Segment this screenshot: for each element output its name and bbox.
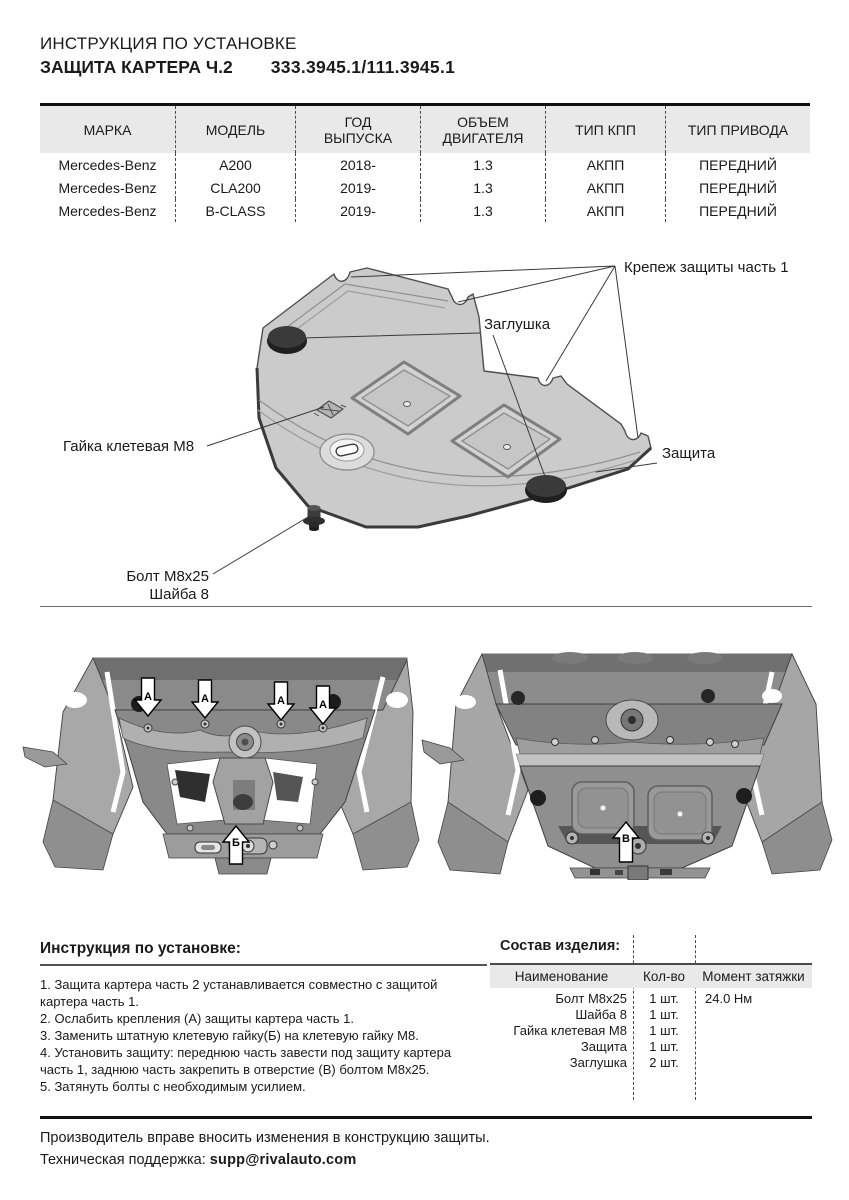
table-header-cell: ОБЪЕМ ДВИГАТЕЛЯ: [420, 106, 545, 153]
parts-header-cell: Кол-во: [643, 969, 685, 984]
title-block: [40, 34, 810, 78]
table-cell: Mercedes-Benz: [58, 202, 157, 219]
label-cage-nut: Гайка клетевая М8: [63, 438, 195, 455]
table-cell: 1.3: [420, 153, 545, 176]
part-name: Защита: [580, 1039, 627, 1054]
divider-line: [40, 606, 812, 607]
part-torque: 24.0 Нм: [705, 991, 753, 1006]
part-name: Болт М8х25: [555, 991, 627, 1006]
svg-text:Б: Б: [232, 837, 240, 849]
svg-text:А: А: [144, 691, 152, 703]
label-shield: Защита: [662, 445, 716, 462]
instruction-step: 3. Заменить штатную клетевую гайку(Б) на клетевую гайку М8.: [40, 1028, 419, 1043]
table-cell: АКПП: [545, 199, 665, 222]
table-cell: A200: [175, 153, 295, 176]
part-name: Шайба 8: [575, 1007, 627, 1022]
support-email: supp@rivalauto.com: [209, 1152, 357, 1168]
photo-underbody-installed: [420, 650, 845, 880]
instruction-step: 5. Затянуть болты с необходимым усилием.: [40, 1079, 306, 1094]
table-header-cell: МОДЕЛЬ: [175, 106, 295, 153]
installation-instructions: [40, 940, 487, 1095]
instruction-step: 4. Установить защиту: переднюю часть завести под защиту картера часть 1, заднюю часть закрепить в отверстие (В) болтом М8х25.: [40, 1045, 452, 1077]
part-qty: 1 шт.: [649, 1023, 679, 1038]
svg-text:А: А: [277, 695, 285, 707]
table-header-cell: МАРКА: [40, 106, 175, 153]
table-cell: 2019-: [295, 199, 420, 222]
doc-type-title: ИНСТРУКЦИЯ ПО УСТАНОВКЕ: [40, 34, 297, 53]
table-cell: 1.3: [420, 176, 545, 199]
table-cell: 2019-: [295, 176, 420, 199]
footer-disclaimer: Производитель вправе вносить изменения в конструкцию защиты.: [40, 1130, 490, 1146]
footer: [40, 1127, 490, 1171]
svg-text:А: А: [319, 699, 327, 711]
footer-rule: [40, 1116, 812, 1119]
part-numbers: 333.3945.1/111.3945.1: [270, 57, 456, 77]
parts-header-cell: Наименование: [514, 969, 609, 984]
label-washer: Шайба 8: [149, 586, 209, 603]
instructions-title: Инструкция по установке:: [40, 940, 487, 966]
instruction-step: 2. Ослабить крепления (А) защиты картера часть 1.: [40, 1011, 354, 1026]
table-cell: АКПП: [545, 176, 665, 199]
photo-underbody-mounts: [15, 652, 420, 877]
table-cell: ПЕРЕДНИЙ: [665, 176, 810, 199]
keyhole-slot: [320, 434, 374, 470]
part-qty: 1 шт.: [649, 1007, 679, 1022]
table-cell: Mercedes-Benz: [58, 179, 157, 196]
table-cell: B-CLASS: [175, 199, 295, 222]
svg-text:В: В: [622, 833, 630, 845]
callout-line-bolt: [213, 514, 313, 574]
column-divider: [695, 935, 696, 1100]
plug-top-left: [267, 326, 307, 354]
parts-header-row: [490, 965, 812, 988]
table-cell: АКПП: [545, 153, 665, 176]
part-qty: 2 шт.: [649, 1055, 679, 1070]
table-header-cell: ТИП КПП: [545, 106, 665, 153]
table-cell: CLA200: [175, 176, 295, 199]
label-fasteners: Крепеж защиты часть 1: [624, 259, 789, 276]
shield-diagram: [0, 250, 849, 610]
label-plug: Заглушка: [484, 316, 551, 333]
parts-list-title: Состав изделия:: [500, 938, 621, 954]
table-cell: ПЕРЕДНИЙ: [665, 153, 810, 176]
svg-text:А: А: [201, 693, 209, 705]
part-qty: 1 шт.: [649, 991, 679, 1006]
table-cell: ПЕРЕДНИЙ: [665, 199, 810, 222]
table-header-cell: ГОД ВЫПУСКА: [295, 106, 420, 153]
table-cell: 2018-: [295, 153, 420, 176]
part-name: Заглушка: [569, 1055, 627, 1070]
table-cell: Mercedes-Benz: [58, 156, 157, 173]
parts-header-cell: Момент затяжки: [702, 969, 805, 984]
instruction-step: 1. Защита картера часть 2 устанавливается совместно с защитой картера часть 1.: [40, 977, 438, 1009]
table-cell: 1.3: [420, 199, 545, 222]
part-qty: 1 шт.: [649, 1039, 679, 1054]
part-name: Гайка клетевая М8: [513, 1023, 627, 1038]
product-title: ЗАЩИТА КАРТЕРА Ч.2: [40, 57, 233, 77]
vehicle-table: [40, 103, 810, 222]
support-label: Техническая поддержка:: [40, 1152, 206, 1168]
parts-list: [490, 935, 812, 1103]
table-header-cell: ТИП ПРИВОДА: [665, 106, 810, 153]
label-bolt: Болт М8х25: [126, 568, 209, 585]
